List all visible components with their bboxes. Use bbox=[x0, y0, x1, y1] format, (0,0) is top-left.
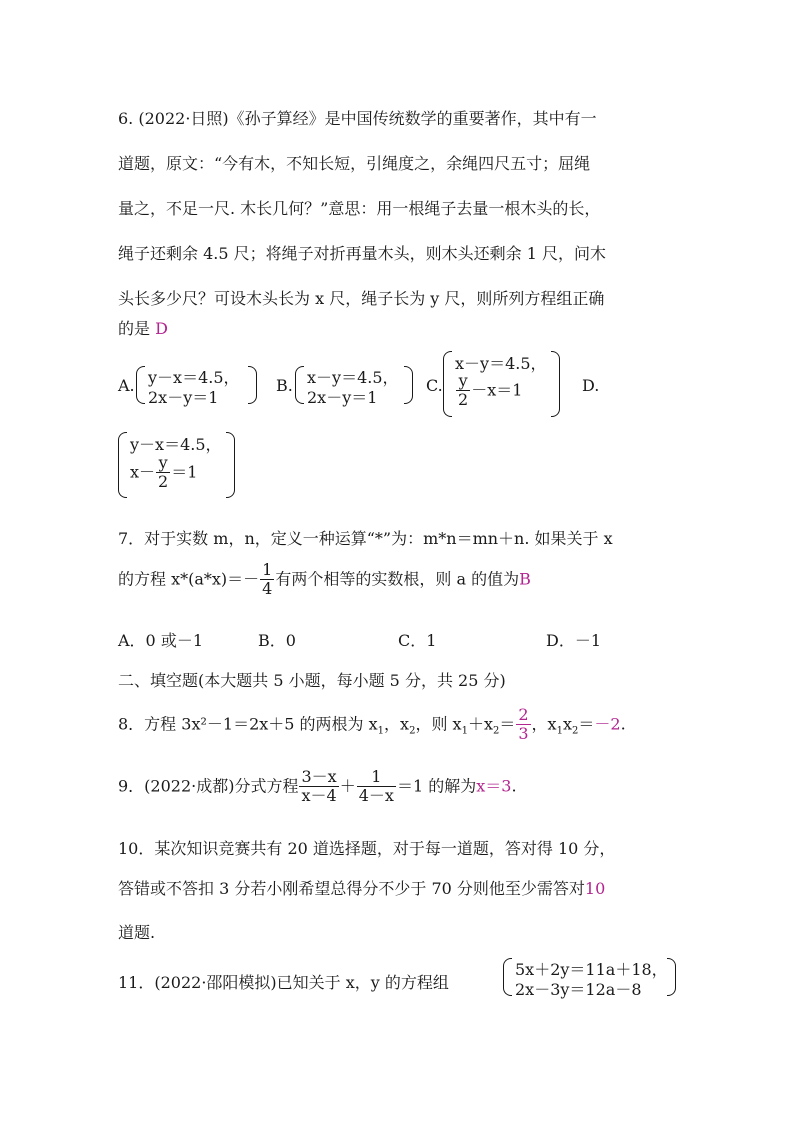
q7-option-b: B．0 bbox=[258, 631, 296, 650]
fraction-denominator: 2 bbox=[158, 472, 169, 492]
fraction-denominator: x－4 bbox=[301, 786, 337, 806]
q6-line6 bbox=[118, 316, 168, 339]
q9-answer: x＝3 bbox=[476, 776, 512, 796]
fraction-numerator: 2 bbox=[518, 705, 529, 724]
q7-line1: 7．对于实数 m，n，定义一种运算“*”为：m*n＝mn＋n. 如果关于 x bbox=[118, 529, 613, 548]
fraction-numerator: 1 bbox=[262, 560, 273, 579]
fraction-numerator: y bbox=[156, 454, 170, 473]
q6-line3: 量之，不足一尺. 木长几何？”意思：用一根绳子去量一根木头的长， bbox=[118, 199, 601, 218]
q11-text: 11．(2022·邵阳模拟)已知关于 x，y 的方程组 bbox=[118, 973, 449, 992]
q6-optD-fraction bbox=[156, 454, 170, 492]
q11-eq1: 5x＋2y＝11a＋18， bbox=[515, 960, 668, 979]
paren-right bbox=[248, 366, 257, 404]
q6-optB-eq2: 2x－y＝1 bbox=[307, 388, 378, 407]
paren-right bbox=[404, 366, 413, 404]
q6-optD-eq1: y－x＝4.5， bbox=[130, 435, 222, 454]
q11-system bbox=[503, 958, 681, 998]
q9-text-post: ＝1 的解为 bbox=[396, 776, 477, 796]
q9-line bbox=[118, 768, 517, 806]
q6-optB-eq1: x－y＝4.5， bbox=[307, 368, 399, 387]
q9-fraction-2 bbox=[357, 768, 396, 806]
q9-end: . bbox=[511, 776, 517, 796]
subscript: 2 bbox=[571, 725, 579, 737]
fraction-numerator: 1 bbox=[357, 768, 396, 787]
q9-plus: ＋ bbox=[339, 776, 356, 796]
brace-left bbox=[295, 366, 304, 404]
q7-fraction bbox=[260, 561, 274, 599]
q7-line2-post: 有两个相等的实数根，则 a 的值为 bbox=[275, 569, 520, 589]
paren-right bbox=[226, 432, 235, 498]
q6-optD-system bbox=[118, 432, 242, 500]
q6-line6-text: 的是 bbox=[118, 319, 151, 338]
fraction-denominator: 3 bbox=[518, 724, 529, 744]
q8-text: ，则 x bbox=[415, 714, 462, 734]
fraction-denominator: 4－x bbox=[358, 786, 394, 806]
fraction-denominator: 4 bbox=[262, 579, 273, 599]
q6-optD-eq2-rest: ＝1 bbox=[171, 462, 198, 482]
q6-optB-label: B. bbox=[276, 376, 293, 395]
fraction-numerator: y bbox=[456, 372, 470, 391]
section-heading: 二、填空题(本大题共 5 小题，每小题 5 分，共 25 分) bbox=[118, 671, 506, 690]
subscript: 2 bbox=[409, 725, 416, 737]
subscript: 2 bbox=[492, 725, 500, 737]
q6-line2: 道题，原文：“今有木，不知长短，引绳度之，余绳四尺五寸；屈绳 bbox=[118, 154, 591, 173]
paren-right bbox=[551, 351, 560, 417]
q8-text: ，x bbox=[531, 714, 557, 734]
q9-text-pre: 9．(2022·成都)分式方程 bbox=[118, 776, 299, 796]
q8-line bbox=[118, 706, 626, 744]
q8-text: ，x bbox=[384, 714, 410, 734]
q10-line3: 道题. bbox=[118, 923, 156, 942]
q6-optD-eq2-pre: x－ bbox=[130, 462, 156, 482]
q6-answer: D bbox=[155, 319, 168, 338]
subscript: 1 bbox=[556, 725, 563, 737]
q8-text-pre: 8．方程 3x²－1＝2x＋5 的两根为 x bbox=[118, 714, 378, 734]
q7-option-a: A．0 或－1 bbox=[118, 631, 204, 650]
q8-text: ＝ bbox=[578, 714, 595, 734]
q10-line2 bbox=[118, 876, 605, 899]
q6-optC-eq2-rest: －x＝1 bbox=[471, 380, 523, 400]
q10-line1: 10．某次知识竞赛共有 20 道选择题，对于每一道题，答对得 10 分， bbox=[118, 839, 616, 858]
q8-answer-2: －2 bbox=[594, 714, 621, 734]
brace-left bbox=[136, 366, 145, 404]
q6-optC-fraction bbox=[456, 372, 470, 410]
q6-line1: 6. (2022·日照)《孙子算经》是中国传统数学的重要著作，其中有一 bbox=[118, 109, 597, 128]
q6-optC-eq1: x－y＝4.5， bbox=[455, 354, 547, 373]
q6-line5: 头长多少尺？可设木头长为 x 尺，绳子长为 y 尺，则所列方程组正确 bbox=[118, 289, 605, 308]
q8-text: ＝ bbox=[499, 714, 516, 734]
brace-left bbox=[503, 958, 512, 996]
q8-answer-fraction bbox=[516, 706, 530, 744]
q8-text: x bbox=[562, 714, 572, 734]
subscript: 1 bbox=[377, 725, 385, 737]
q8-text: ＋x bbox=[467, 714, 493, 734]
q7-option-d: D．－1 bbox=[546, 631, 602, 650]
q6-optA-label: A. bbox=[118, 376, 135, 395]
q7-line2 bbox=[118, 561, 531, 599]
q6-optA-eq1: y－x＝4.5， bbox=[148, 368, 240, 387]
q6-optD-label: D. bbox=[582, 376, 600, 395]
q7-answer: B bbox=[519, 569, 531, 589]
q10-line2-text: 答错或不答扣 3 分若小刚希望总得分不少于 70 分则他至少需答对 bbox=[118, 879, 585, 898]
q7-option-c: C．1 bbox=[398, 631, 437, 650]
q7-line2-pre: 的方程 x*(a*x)＝－ bbox=[118, 569, 260, 589]
paren-right bbox=[667, 958, 676, 996]
fraction-denominator: 2 bbox=[458, 390, 469, 410]
subscript: 1 bbox=[461, 725, 468, 737]
q6-optC-system bbox=[443, 351, 567, 419]
q9-fraction-1 bbox=[299, 768, 338, 806]
q6-optB-system bbox=[295, 366, 420, 406]
q10-answer: 10 bbox=[584, 879, 606, 898]
fraction-numerator: 3－x bbox=[301, 767, 337, 786]
brace-left bbox=[443, 351, 452, 417]
q6-optC-eq2 bbox=[455, 372, 522, 410]
q6-optD-eq2 bbox=[130, 454, 197, 492]
brace-left bbox=[118, 432, 127, 498]
q6-optA-system bbox=[136, 366, 264, 406]
q6-optA-eq2: 2x－y＝1 bbox=[148, 388, 219, 407]
q11-eq2: 2x－3y＝12a－8 bbox=[515, 980, 642, 999]
q8-text: . bbox=[620, 714, 626, 734]
q6-optC-label: C. bbox=[426, 376, 443, 395]
q6-line4: 绳子还剩余 4.5 尺；将绳子对折再量木头，则木头还剩余 1 尺，问木 bbox=[118, 244, 606, 263]
